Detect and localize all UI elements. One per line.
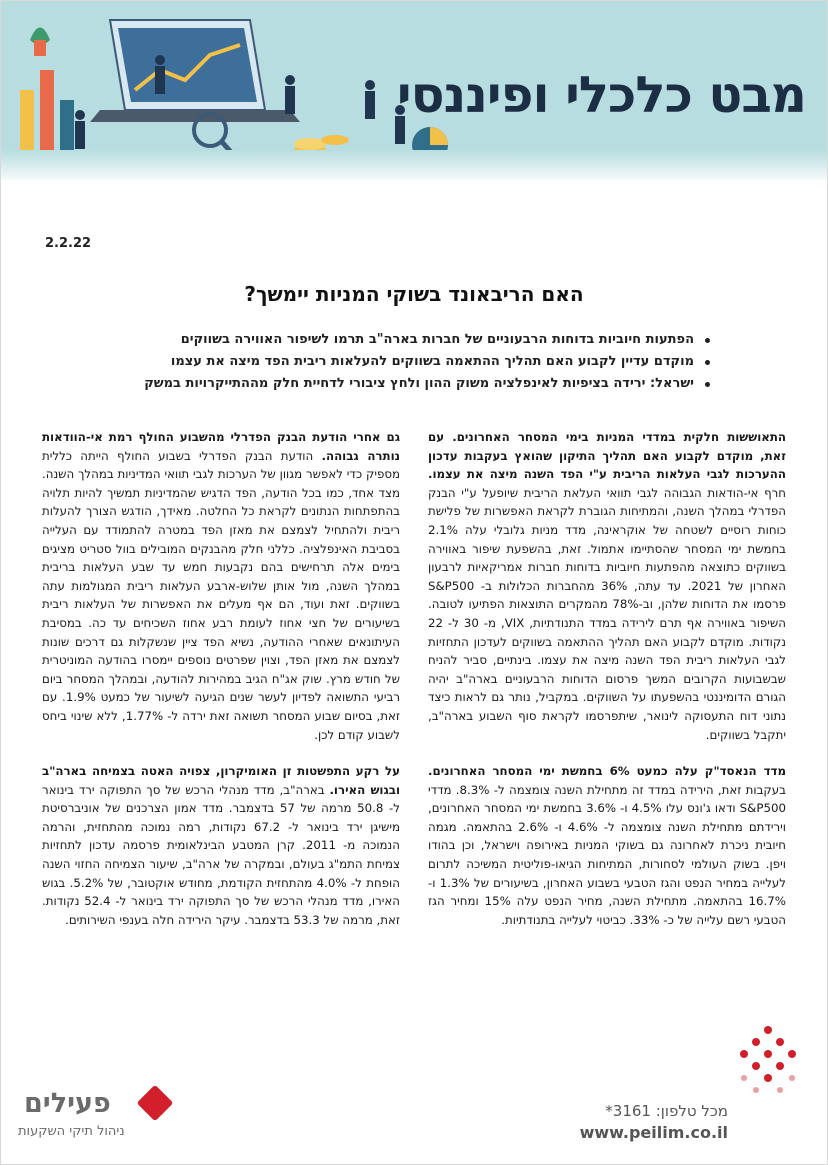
- banner-fade: [0, 150, 828, 180]
- decorative-dots-icon: [728, 1022, 808, 1112]
- header-banner: [0, 0, 828, 180]
- paragraph: [428, 762, 786, 929]
- paragraph-lead: התאוששות חלקית במדדי המניות בימי המסחר האחרונים. עם זאת, מוקדם לקבוע האם תהליך התיקון שהואץ בעקבות עדכון ההערכות לגבי העלאות הריבית ע"י הפד השנה מיצה את עצמו.: [428, 430, 786, 482]
- key-point: הפתעות חיוביות בדוחות הרבעוניים של חברות בארה"ב תרמו לשיפור האווירה בשווקים: [60, 329, 710, 351]
- website-link[interactable]: www.peilim.co.il: [579, 1123, 728, 1142]
- brand-diamond-icon: [137, 1085, 174, 1122]
- brand-tagline: ניהול תיקי השקעות: [18, 1124, 125, 1139]
- paragraph-body: בעקבות זאת, הירידה במדד זה מתחילת השנה צומצמה ל- 8.3%. מדדי S&P500 ודאו ג'ונס עלו 4.5% ו- 3.6% בחמשת ימי המסחר האחרונים, וירידתם מתחילת השנה צומצמה ל- 4.6% ו- 2.6% בהתאמה. מגמה חיובית ניכרת לאחרונה גם בשוקי המניות באירופה וישראל, וכן בהודו ויפן. בשוק העולמי לסחורות, המתיחות הגיאו-פוליטית המשיכה לתרום לעלייה במחיר הנפט והגז הטבעי בשבוע האחרון, בשיעורים של 1.3% ו- 16.7% בהתאמה. מתחילת השנה, מחיר הנפט עלה 15% ומחיר הגז הטבעי רשם עלייה של כ- 33%. כביטוי לעלייה בתנודתיות.: [428, 782, 787, 927]
- headline: האם הריבאונד בשוקי המניות יימשך?: [244, 282, 584, 306]
- paragraph: [42, 762, 400, 929]
- paragraph-body: בארה"ב, מדד מנהלי הרכש של סך התפוקה ירד בינואר ל- 50.8 מרמה של 57 בדצמבר. מדד אמון הצרכנים של אוניברסיטת מישיגן ירד בינואר ל- 67.2 נקודות, רמה נמוכה מהתחזית, והרמה הנמוכה מ- 2011. קרן המטבע הבינלאומית פרסמה עדכון לתחזיות צמיחת התמ"ג בעולם, ובמקרה של ארה"ב, שיעור הצמיחה החזוי השנה הופחת ל- 4.0% מהתחזית הקודמת, מחודש אוקטובר, של 5.2%. בגוש האירו, מדד מנהלי הרכש של סך התפוקה ירד בינואר ל- 52.4 נקודות. זאת, מרמה של 53.3 בדצמבר. עיקר הירידה חלה בענפי השירותים.: [42, 782, 400, 927]
- key-point: מוקדם עדיין לקבוע האם תהליך ההתאמה בשווקים להעלאות ריבית הפד מיצה את עצמו: [60, 351, 710, 373]
- paragraph-lead: גם אחרי הודעת הבנק הפדרלי מהשבוע החולף רמת אי-הוודאות נותרה גבוהה.: [42, 430, 400, 463]
- brand-name: פעילים: [24, 1088, 111, 1119]
- paragraph-lead: על רקע התפשטות זן האומיקרון, צפויה האטה בצמיחה בארה"ב ובגוש האירו.: [42, 764, 400, 797]
- banner-title: מבט כלכלי ופיננסי: [396, 66, 806, 124]
- article-column-left: [42, 428, 400, 947]
- paragraph-lead: מדד הנאסד"ק עלה כמעט 6% בחמשת ימי המסחר האחרונים.: [428, 764, 786, 779]
- paragraph: [428, 428, 786, 744]
- paragraph-body: חרף אי-הודאות הגבוהה לגבי תוואי העלאת הריבית שיופעל ע"י הבנק הפדרלי במהלך השנה, והמתיחות הגוברת לקראת האפשרות של פלישת כוחות רוסיים לשטחה של אוקראינה, מדד מניות גלובלי עלה 2.1% בחמשת ימי המסחר שהסתיימו אתמול. זאת, בהשפעת שיפור באווירה בשווקים כתוצאה מהפתעות חיוביות בדוחות חברות אמריקאיות לרבעון האחרון של 2021. עד עתה, 36% מהחברות הכלולות ב- S&P500 פרסמו את הדוחות שלהן, וב-78% מהמקרים התוצאות הפתיעו לטובה. השיפור באווירה אף תרם לירידה במדד התנודתיות, VIX, מ- 30 ל- 22 נקודות. מוקדם לקבוע האם תהליך ההתאמה בשווקים לעדכון התחזיות לגבי העלאות ריבית הפד השנה מיצה את עצמו. בינתיים, סביר להניח שבשבועות הקרובים המשך פרסום הדוחות הרבעוניים בארה"ב יהיה הגורם הדומיננטי בהשפעתו על השווקים. במקביל, נותר גם לראות כיצד נתוני דוח התעסוקה לינואר, שיתפרסמו לקראת סוף השבוע בארה"ב, יתקבל בשווקים.: [428, 485, 787, 742]
- key-point: ישראל: ירידה בציפיות לאינפלציה משוק ההון ולחץ ציבורי לדחיית חלק מההתייקרויות במשק: [60, 373, 710, 395]
- report-date: 2.2.22: [45, 236, 92, 251]
- contact-info: [580, 1100, 728, 1144]
- article-column-right: [428, 428, 786, 947]
- phone-label: מכל טלפון: 3161*: [605, 1102, 728, 1120]
- paragraph-body: הודעת הבנק הפדרלי בשבוע החולף הייתה כללית מספיק כדי לאפשר מגוון של הערכות לגבי תוואי המדיניות במהלך השנה. מצד אחד, כמו בכל הודעה, הפד הדגיש שהמדיניות תמשיך להיות תלויה בהתפתחות הנתונים לקראת כל החלטה. מאידך, הודגש הצורך להעלות ריבית ולהתחיל לצמצם את מאזן הפד במטרה להתמודד עם העלייה בסביבת האינפלציה. כללני חלק מהבנקים המובילים בוול סטריט מציגים בימים אלה תרחישים בהם נקבעות חמש עד שבע העלאות בריבית במהלך השנה, מול אותן שלוש-ארבע העלאות ריבית המגולמות עתה בשווקים. זאת ועוד, הם אף מעלים את האפשרות של העלאות ריבית בשיעורים של חצי אחוז לעומת רבע אחוז השכיחים עד כה. במסיבת העיתונאים שאחרי ההודעה, נשיא הפד ציין שנשקלות גם דרכים שונות לצמצם את מאזן הפד, וצוין שפרטים נוספים יימסרו בהודעה המוניטרית של חודש מרץ. שוק אג"ח הגיב במהירות להודעה, ובמהלך המסחר ביום רביעי התשואה לפדיון לעשר שנים הגיעה לשיעור של כמעט 1.9%. עם זאת, בסיום שבוע המסחר תשואה זאת ירדה ל- 1.77%, ללא שינוי ביחס לשבוע קודם לכן.: [42, 448, 400, 742]
- paragraph: [42, 428, 400, 744]
- key-points-list: [60, 329, 710, 395]
